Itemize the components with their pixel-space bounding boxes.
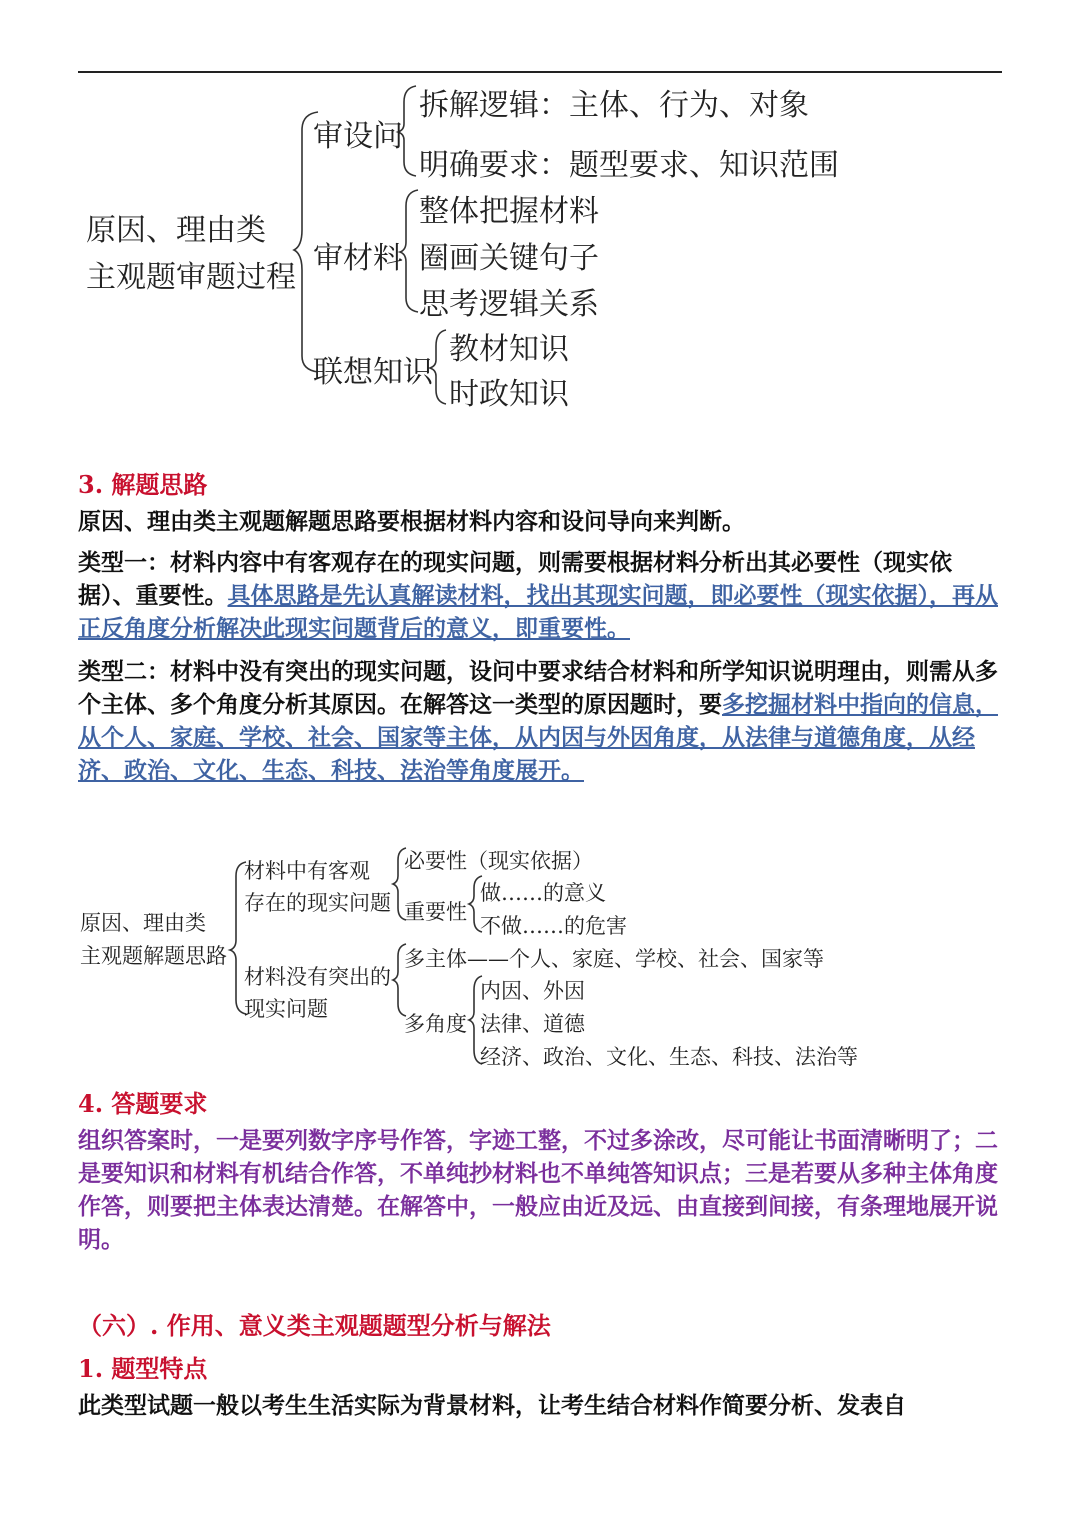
diagram1-leaf: 教材知识 — [449, 332, 569, 367]
type2-underlined: 多挖掘材料中指向的信息，从个人、家庭、学校、社会、国家等主体，从内因与外因角度，从法律与道德角度，从经济、政治、文化、生态、科技、法治等角度展开。 — [78, 691, 998, 784]
diagram1-branch-associate-knowledge: 联想知识 — [313, 355, 433, 390]
diagram2-node-multi-subject — [404, 943, 824, 973]
diagram2-leaf: 法律、道德 — [480, 1012, 585, 1036]
diagram1-branch-review-material: 审材料 — [313, 241, 403, 276]
diagram2-node-importance: 重要性 — [404, 900, 467, 924]
diagram2-node-multi-angle: 多角度 — [404, 1012, 467, 1036]
multi-subject-dash: —— — [467, 947, 509, 971]
diagram1-leaf: 时政知识 — [449, 377, 569, 412]
diagram1-leaf: 拆解逻辑：主体、行为、对象 — [419, 88, 809, 123]
diagram1-leaf: 思考逻辑关系 — [419, 287, 599, 322]
section4-text: 组织答案时，一是要列数字序号作答，字迹工整，不过多涂改，尽可能让书面清晰明了；二是要知识和材料有机结合作答，不单纯抄材料也不单纯答知识点；三是若要从多种主体角度作答，则要把主体表达清楚。在解答中，一般应由近及远、由直接到间接，有条理地展开说明。 — [78, 1127, 998, 1253]
diagram2-branch-b-line1: 材料没有突出的 — [244, 965, 391, 989]
diagram1-leaf: 明确要求：题型要求、知识范围 — [419, 148, 839, 183]
type2-text: 类型二：材料中没有突出的现实问题，设问中要求结合材料和所学知识说明理由，则需从多个主体、多个角度分析其原因。在解答这一类型的原因题时，要 — [78, 658, 998, 718]
diagram2-leaf: 不做……的危害 — [480, 914, 627, 938]
type1-text: 类型一：材料内容中有客观存在的现实问题，则需要根据材料分析出其必要性（现实依据）、重要性。 — [78, 549, 952, 609]
diagram2-branch-a-line1: 材料中有客观 — [244, 859, 370, 883]
section3-intro: 原因、理由类主观题解题思路要根据材料内容和设问导向来判断。 — [78, 508, 745, 535]
section3-heading: 3. 解题思路 — [78, 470, 208, 499]
diagram2-root-line2: 主观题解题思路 — [80, 944, 227, 968]
diagram2-branch-a-line2: 存在的现实问题 — [244, 891, 391, 915]
multi-subject-label: 多主体 — [404, 947, 467, 971]
diagram2-root-line1: 原因、理由类 — [80, 911, 206, 935]
diagram1-root-line1: 原因、理由类 — [86, 213, 266, 248]
section6-text: 此类型试题一般以考生生活实际为背景材料，让考生结合材料作简要分析、发表自 — [78, 1392, 906, 1419]
diagram1-leaf: 整体把握材料 — [419, 194, 599, 229]
diagram2-leaf: 做……的意义 — [480, 881, 606, 905]
diagram2-branch-b-line2: 现实问题 — [244, 997, 328, 1021]
diagram2-node-necessity: 必要性（现实依据） — [404, 849, 593, 873]
section4-heading: 4. 答题要求 — [78, 1089, 208, 1118]
diagram2-leaf: 经济、政治、文化、生态、科技、法治等 — [480, 1045, 858, 1069]
diagram1-branch-review-question: 审设问 — [313, 119, 403, 154]
multi-subject-text: 个人、家庭、学校、社会、国家等 — [509, 947, 824, 971]
diagram1-root-line2: 主观题审题过程 — [86, 260, 296, 295]
section6-subheading: 1. 题型特点 — [78, 1354, 208, 1383]
diagram2-leaf: 内因、外因 — [480, 979, 585, 1003]
section6-heading: （六）. 作用、意义类主观题题型分析与解法 — [78, 1311, 551, 1340]
type1-underlined: 具体思路是先认真解读材料，找出其现实问题，即必要性（现实依据），再从正反角度分析解决此现实问题背后的意义，即重要性。 — [78, 582, 998, 642]
diagram1-leaf: 圈画关键句子 — [419, 241, 599, 276]
